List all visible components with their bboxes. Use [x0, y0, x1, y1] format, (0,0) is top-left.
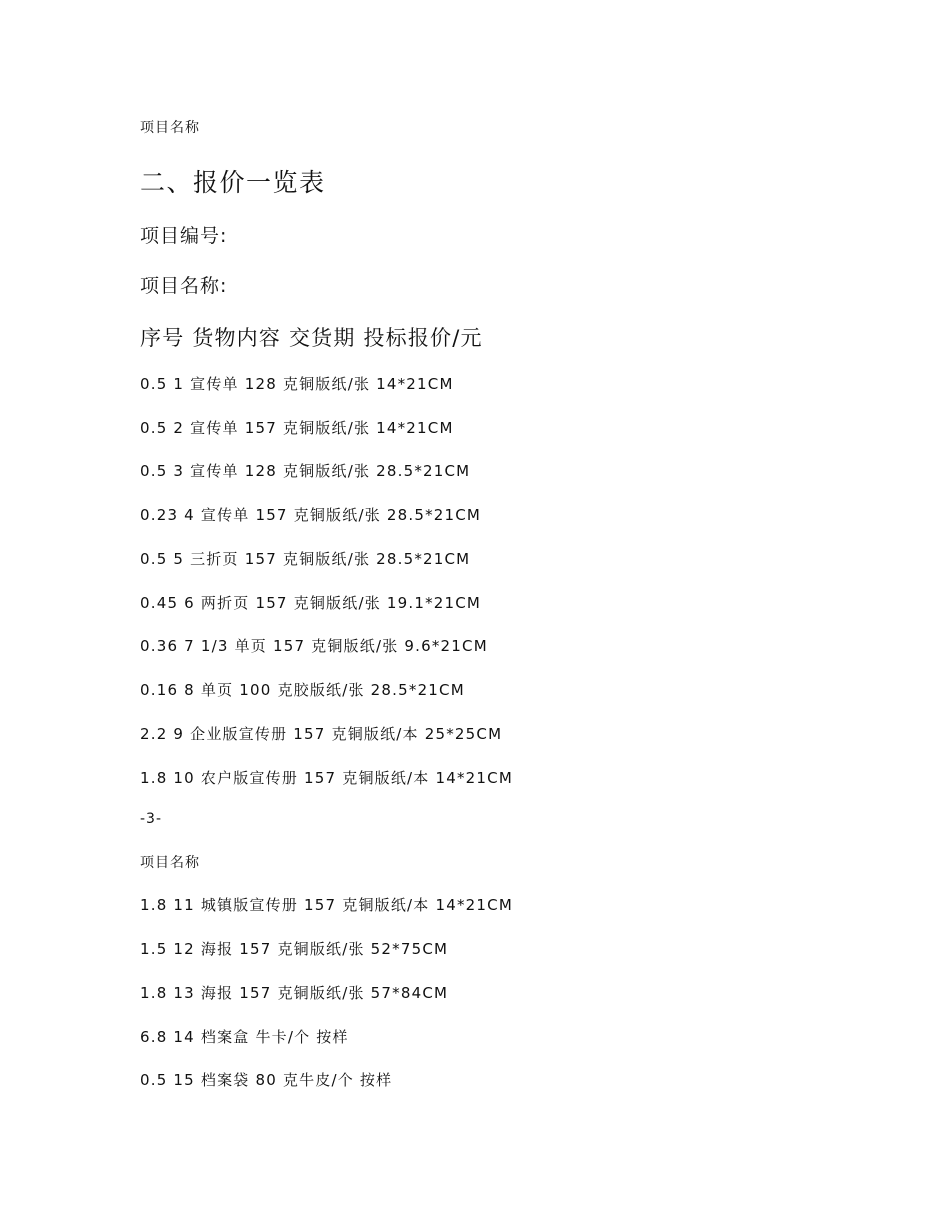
table-row: 0.36 7 1/3 单页 157 克铜版纸/张 9.6*21CM [140, 637, 488, 655]
table-row: 0.5 2 宣传单 157 克铜版纸/张 14*21CM [140, 419, 454, 437]
page-header: 项目名称 [140, 855, 200, 871]
table-row: 0.16 8 单页 100 克胶版纸/张 28.5*21CM [140, 681, 465, 699]
table-row: 1.8 11 城镇版宣传册 157 克铜版纸/本 14*21CM [140, 896, 513, 914]
table-row: 0.23 4 宣传单 157 克铜版纸/张 28.5*21CM [140, 506, 482, 524]
table-row: 1.8 10 农户版宣传册 157 克铜版纸/本 14*21CM [140, 769, 513, 787]
table-row: 6.8 14 档案盒 牛卡/个 按样 [140, 1028, 349, 1046]
table-row: 0.5 15 档案袋 80 克牛皮/个 按样 [140, 1071, 393, 1089]
table-row: 1.8 13 海报 157 克铜版纸/张 57*84CM [140, 984, 449, 1002]
table-row: 0.5 1 宣传单 128 克铜版纸/张 14*21CM [140, 375, 454, 393]
page-header: 项目名称 [140, 120, 200, 136]
table-row: 0.5 5 三折页 157 克铜版纸/张 28.5*21CM [140, 550, 471, 568]
table-row: 0.5 3 宣传单 128 克铜版纸/张 28.5*21CM [140, 462, 471, 480]
table-row: 2.2 9 企业版宣传册 157 克铜版纸/本 25*25CM [140, 725, 503, 743]
section-title: 二、报价一览表 [140, 168, 326, 197]
table-row: 1.5 12 海报 157 克铜版纸/张 52*75CM [140, 940, 449, 958]
table-row: 0.45 6 两折页 157 克铜版纸/张 19.1*21CM [140, 594, 482, 612]
project-number-label: 项目编号: [140, 225, 228, 247]
page-number: -3- [140, 811, 163, 827]
project-name-label: 项目名称: [140, 275, 228, 297]
table-header: 序号 货物内容 交货期 投标报价/元 [140, 326, 483, 350]
